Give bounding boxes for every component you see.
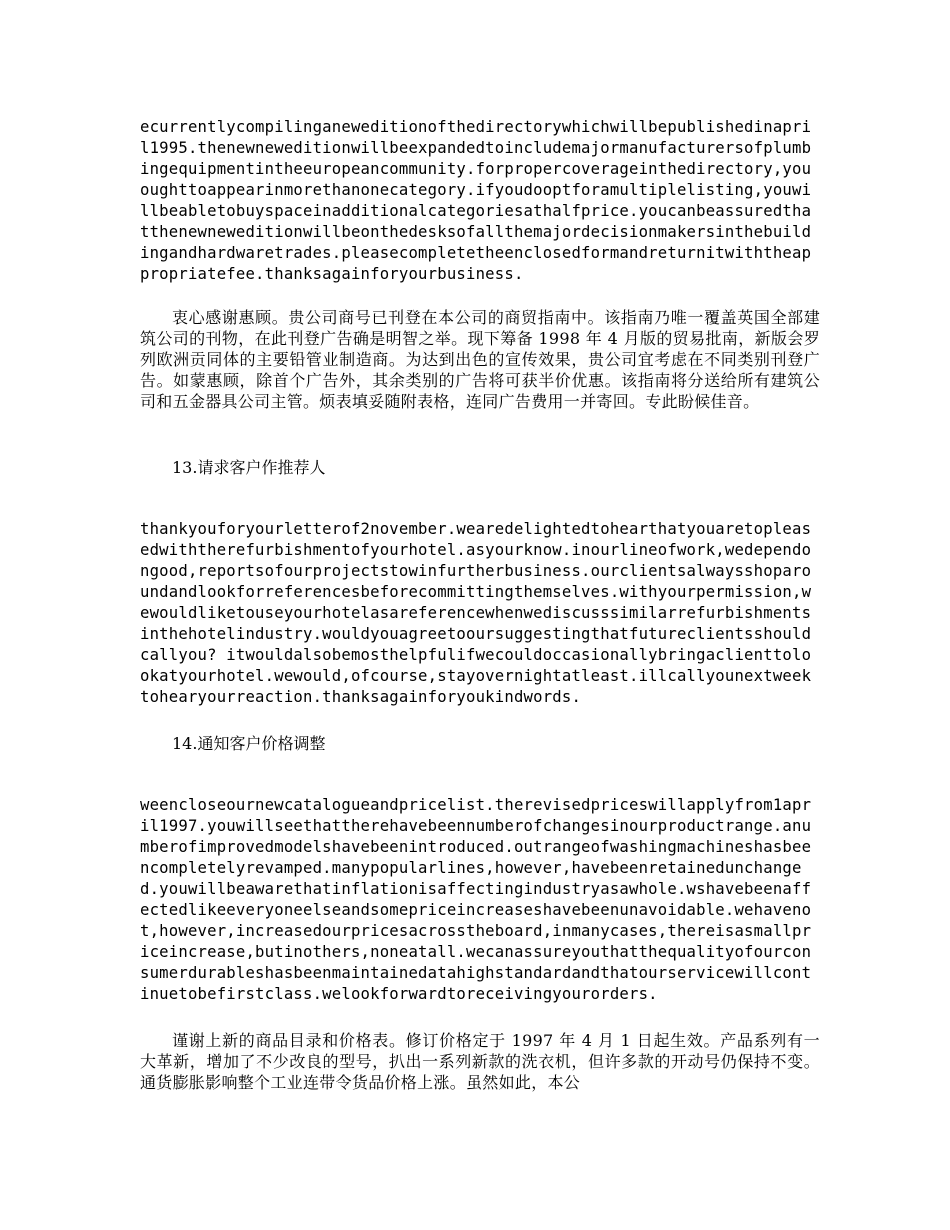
english-paragraph-price-adjustment: weencloseournewcatalogueandpricelist.therevisedpriceswillapplyfrom1april1997.youwillseethattherehavebeennumberofchangesinourproductrange.anumberofimprovedmodelshavebeenintroduced.outrangeofwashingmachineshasbeencompletelyrevamped.manypopularlines,however,havebeenretainedunchanged.youwillbeawarethatinflationisaffectingindustryasawhole.wshavebeenaffectedlikeeveryoneelseandsomepriceincreaseshavebeenunavoidable.wehavenot,however,increasedourpricesacrosstheboard,inmanycases,thereisasmallpriceincrease,butinothers,noneatall.wecanassureyouthatthequalityofourconsumerdurableshasbeenmaintainedatahighstandardandthatourservicewillcontinuetobefirstclass.welookforwardtoreceivingyourorders. [140,796,812,1003]
chinese-paragraph-price-adjustment: 谨谢上新的商品目录和价格表。修订价格定于 1997 年 4 月 1 日起生效。产品系列有一大革新，增加了不少改良的型号，扒出一系列新款的洗衣机，但许多款的开动号仍保持不变。通货膨胀影响整个工业连带令货品价格上涨。虽然如此，本公 [140,1031,820,1092]
english-paragraph-reference-request: thankyouforyourletterof2november.wearedelightedtohearthatyouaretopleasedwiththerefurbishmentofyourhotel.asyourknow.inourlineofwork,wedependongood,reportsofourprojectstowinfurtherbusiness.ourclientsalwaysshoparoundandlookforreferencesbeforecommittingthemselves.withyourpermission,wewouldliketouseyourhotelasareferencewhenwediscusssimilarrefurbishmentsinthehotelindustry.wouldyouagreetooursuggestingthatfutureclientsshouldcallyou? itwouldalsobemosthelpfulifwecouldoccasionallybringaclienttolookatyourhotel.wewould,ofcourse,stayovernightatleast.illcallyounextweektohearyourreaction.thanksagainforyoukindwords. [140,520,812,706]
chinese-paragraph-directory-edition: 衷心感谢惠顾。贵公司商号已刊登在本公司的商贸指南中。该指南乃唯一覆盖英国全部建筑公司的刊物，在此刊登广告确是明智之举。现下筹备 1998 年 4 月版的贸易批南，新版会罗列欧洲贡同体的主要铅管业制造商。为达到出色的宣传效果，贵公司宜考虑在不同类别刊登广告。如蒙惠顾，除首个广告外，其余类别的广告将可获半价优惠。该指南将分送给所有建筑公司和五金器具公司主管。烦表填妥随附表格，连同广告费用一并寄回。专此盼候佳音。 [140,308,820,411]
section-heading-13: 13.请求客户作推荐人 [172,458,326,477]
section-heading-14: 14.通知客户价格调整 [172,734,326,753]
english-paragraph-directory-edition: ecurrentlycompilinganeweditionofthedirectorywhichwillbepublishedinapril1995.thenewneweditionwillbeexpandedtoincludemajormanufacturersofplumbingequipmentintheeuropeancommunity.forpropercoverageinthedirectory,yououghttoappearinmorethanonecategory.ifyoudooptforamultiplelisting,youwillbeabletobuyspaceinadditionalcategoriesathalfprice.youcanbeassuredthatthenewneweditionwillbeonthedesksofallthemajordecisionmakersinthebuildingandhardwaretrades.pleasecompletetheenclosedformandreturnitwiththeappropriatefee.thanksagainforyourbusiness. [140,118,812,283]
